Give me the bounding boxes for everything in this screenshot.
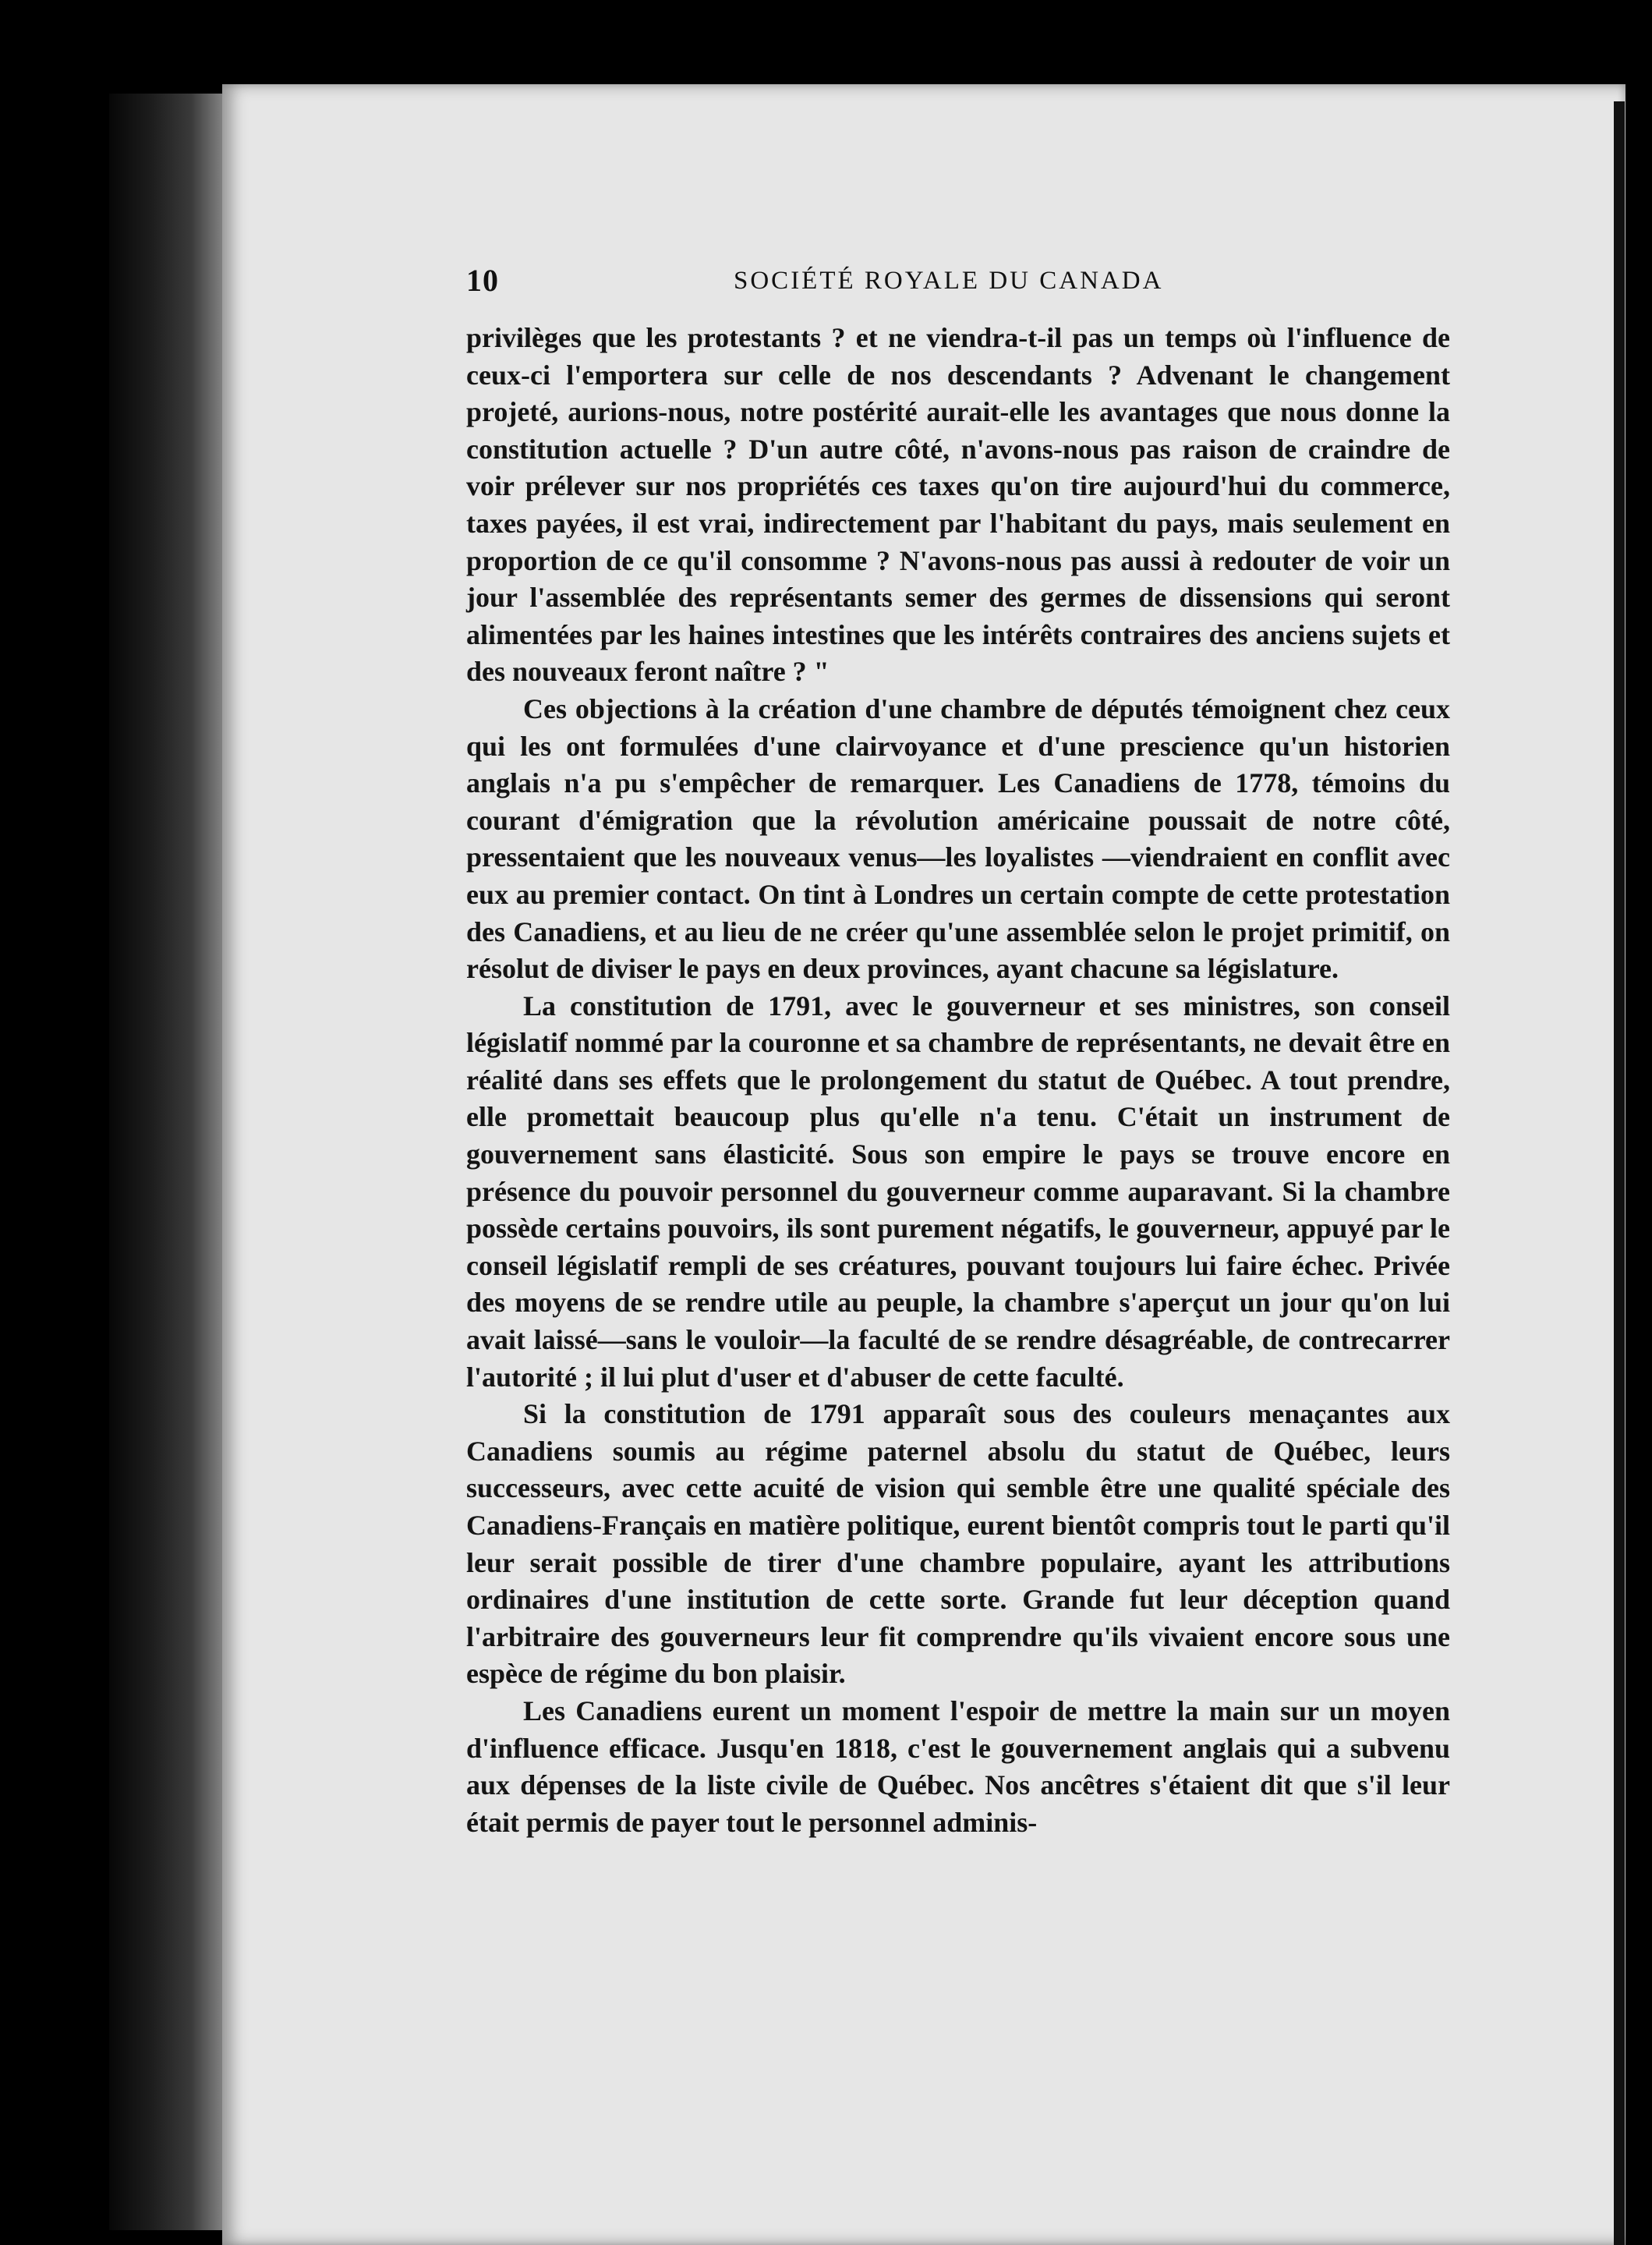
page-number: 10 — [466, 263, 499, 298]
paragraph-continuation: privilèges que les protestants ? et ne viendra-t-il pas un temps où l'influence de ceux-ci l'emportera sur celle de nos descendants ? Advenant le changement projeté, aurions-nous, notre postérité aurait-elle les avantages que nous donne la constitution actuelle ? D'un autre côté, n'avons-nous pas raison de craindre de voir prélever sur nos propriétés ces taxes qu'on tire aujourd'hui du commerce, taxes payées, il est vrai, indirectement par l'habitant du pays, mais seulement en proportion de ce qu'il consomme ? N'avons-nous pas aussi à redouter de voir un jour l'assemblée des représentants semer des germes de dissensions qui seront alimentées par les haines intestines que les intérêts contraires des anciens sujets et des nouveaux feront naître ? " — [466, 322, 1450, 688]
running-head: SOCIÉTÉ ROYALE DU CANADA — [734, 267, 1164, 295]
page-header — [466, 262, 1449, 309]
paragraph: Les Canadiens eurent un moment l'espoir de mettre la main sur un moyen d'influence efficace. Jusqu'en 1818, c'est le gouvernement anglais qui a subvenu aux dépenses de la liste civile de Québec. Nos ancêtres s'étaient dit que s'il leur était permis de payer tout le personnel adminis- — [466, 1694, 1450, 1838]
paragraph: Ces objections à la création d'une chambre de députés témoignent chez ceux qui les ont formulées d'une clairvoyance et d'une prescience qu'un historien anglais n'a pu s'empêcher de remarquer. Les Canadiens de 1778, témoins du courant d'émigration que la révolution américaine poussait de notre côté, pressentaient que les nouveaux venus—les loyalistes —viendraient en conflit avec eux au premier contact. On tint à Londres un certain compte de cette protestation des Canadiens, et au lieu de ne créer qu'une assemblée selon le projet primitif, on résolut de diviser le pays en deux provinces, ayant chacune sa législature. — [466, 692, 1450, 985]
book-binding-edge — [109, 94, 226, 2230]
body-text — [466, 320, 1450, 1841]
paragraph: La constitution de 1791, avec le gouverneur et ses ministres, son conseil législatif nommé par la couronne et sa chambre de représentants, ne devait être en réalité dans ses effets que le prolongement du statut de Québec. A tout prendre, elle promettait beaucoup plus qu'elle n'a tenu. C'était un instrument de gouvernement sans élasticité. Sous son empire le pays se trouve encore en présence du pouvoir personnel du gouverneur comme auparavant. Si la chambre possède certains pouvoirs, ils sont purement négatifs, le gouverneur, appuyé par le conseil législatif rempli de ses créatures, pouvant toujours lui faire échec. Privée des moyens de se rendre utile au peuple, la chambre s'aperçut un jour qu'on lui avait laissé—sans le vouloir—la faculté de se rendre désagréable, de contrecarrer l'autorité ; il lui plut d'user et d'abuser de cette faculté. — [466, 990, 1450, 1393]
page-right-edge — [1614, 101, 1625, 2245]
paragraph: Si la constitution de 1791 apparaît sous des couleurs menaçantes aux Canadiens soumis au régime paternel absolu du statut de Québec, leurs successeurs, avec cette acuité de vision qui semble être une qualité spéciale des Canadiens-Français en matière politique, eurent bientôt compris tout le parti qu'il leur serait possible de tirer d'une chambre populaire, ayant les attributions ordinaires d'une institution de cette sorte. Grande fut leur déception quand l'arbitraire des gouverneurs leur fit comprendre qu'ils vivaient encore sous une espèce de régime du bon plaisir. — [466, 1398, 1450, 1690]
